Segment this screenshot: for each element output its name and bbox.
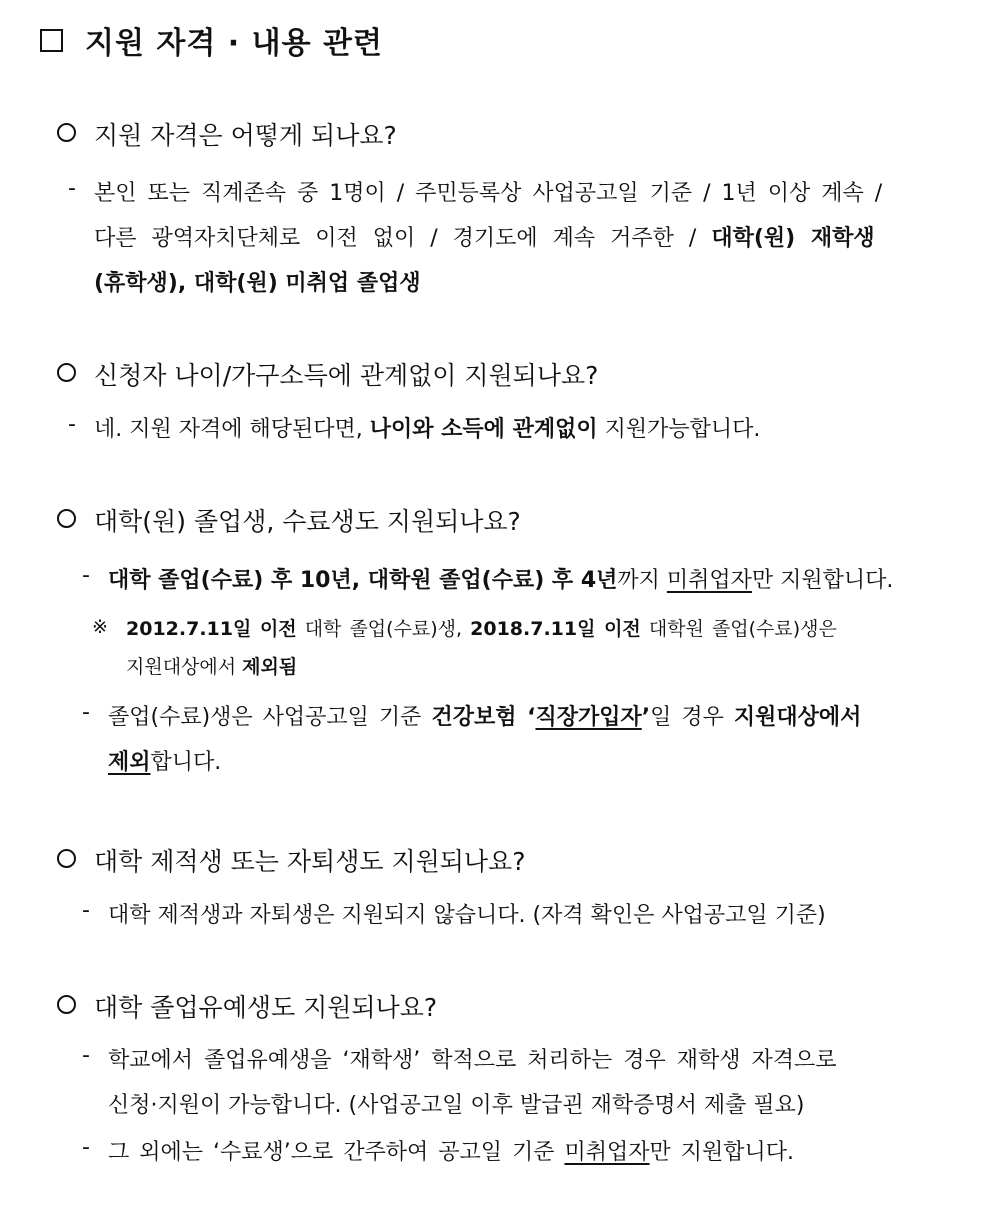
checkbox-square-icon: [40, 29, 63, 52]
dash-bullet: -: [82, 898, 90, 923]
q3-answer2-line2-underline: 제외: [108, 750, 151, 775]
q3-answer-mid: 까지: [617, 568, 667, 593]
circle-bullet-icon: [57, 849, 76, 868]
q3-answer2-underline: 직장가입자: [535, 705, 642, 730]
q5-answer-text-2: 신청·지원이 가능합니다. (사업공고일 이후 발급괸 재학증명서 제출 필요): [108, 1093, 805, 1118]
dash-bullet: -: [82, 563, 90, 588]
q1-answer-bold: 대학(원) 재학생: [711, 226, 875, 251]
question-3: [57, 502, 521, 538]
q5-answer2-post: 만 지원합니다.: [649, 1140, 794, 1165]
question-1: [57, 116, 397, 152]
q3-answer2-bold-2: ’: [641, 705, 651, 730]
section-title: [40, 18, 383, 62]
q4-answer-text: 대학 제적생과 자퇴생은 지원되지 않습니다. (자격 확인은 사업공고일 기준): [108, 903, 826, 928]
q3-answer-post: 만 지원합니다.: [751, 568, 894, 593]
question-5-text: 대학 졸업유예생도 지원되나요?: [94, 993, 438, 1022]
q1-answer-text: 본인 또는 직계존속 중 1명이 / 주민등록상 사업공고일 기준 / 1년 이상 계속 /: [94, 181, 883, 206]
q3-note-bold-1: 2012.7.11일 이전: [126, 618, 297, 640]
q3-note-bold-2: 2018.7.11일 이전: [470, 618, 641, 640]
q3-note-line2-bold: 제외됨: [242, 656, 298, 678]
q5-answer2-pre: 그 외에는 ‘수료생’으로 간주하여 공고일 기준: [108, 1140, 565, 1165]
question-1-text: 지원 자격은 어떻게 되나요?: [94, 121, 397, 150]
q3-note-line2-pre: 지원대상에서: [126, 656, 243, 678]
q3-note-text-1: 대학 졸업(수료)생,: [296, 618, 471, 640]
question-5: [57, 988, 437, 1024]
circle-bullet-icon: [57, 509, 76, 528]
section-title-text: 지원 자격 · 내용 관련: [85, 26, 384, 61]
circle-bullet-icon: [57, 363, 76, 382]
question-2: [57, 356, 598, 392]
q1-answer-line1: [94, 176, 882, 207]
q1-answer-line3: [94, 266, 421, 297]
q3-answer2-mid: 일 경우: [650, 705, 734, 730]
q2-answer-line1: [94, 412, 760, 443]
q4-answer-line1: [108, 898, 826, 929]
q1-answer-line2: [94, 221, 875, 252]
q5-answer-text-1: 학교에서 졸업유예생을 ‘재학생’ 학적으로 처리하는 경우 재학생 자격으로: [108, 1048, 837, 1073]
dash-bullet: -: [68, 412, 76, 437]
question-2-text: 신청자 나이/가구소득에 관계없이 지원되나요?: [94, 361, 599, 390]
q3-answer2-line1: [108, 700, 861, 731]
note-mark: ※: [92, 616, 108, 638]
q2-answer-post: 지원가능합니다.: [597, 417, 761, 442]
q3-answer2-line2: [108, 745, 221, 776]
q3-answer2-pre: 졸업(수료)생은 사업공고일 기준: [108, 705, 432, 730]
q3-answer2-bold-1: 건강보험 ‘: [431, 705, 536, 730]
q3-note-line1: [126, 614, 837, 641]
q3-answer-line1: [108, 563, 893, 594]
q5-answer2-line1: [108, 1135, 794, 1166]
q3-note-line2: [126, 652, 297, 679]
q2-answer-pre: 네. 지원 자격에 해당된다면,: [94, 417, 370, 442]
dash-bullet: -: [68, 176, 76, 201]
question-4-text: 대학 제적생 또는 자퇴생도 지원되나요?: [94, 847, 526, 876]
q1-answer-normal: 다른 광역자치단체로 이전 없이 / 경기도에 계속 거주한 /: [94, 226, 712, 251]
q3-answer2-bold-3: 지원대상에서: [733, 705, 862, 730]
dash-bullet: -: [82, 700, 90, 725]
dash-bullet: -: [82, 1135, 90, 1160]
circle-bullet-icon: [57, 995, 76, 1014]
q3-answer2-line2-post: 합니다.: [150, 750, 222, 775]
q5-answer-line2: [108, 1088, 804, 1119]
question-4: [57, 842, 525, 878]
dash-bullet: -: [82, 1043, 90, 1068]
q2-answer-bold: 나이와 소득에 관계없이: [369, 417, 598, 442]
q3-answer-bold: 대학 졸업(수료) 후 10년, 대학원 졸업(수료) 후 4년: [108, 568, 618, 593]
q5-answer2-underline: 미취업자: [564, 1140, 650, 1165]
q5-answer-line1: [108, 1043, 837, 1074]
circle-bullet-icon: [57, 123, 76, 142]
q1-answer-bold-2: (휴학생), 대학(원) 미취업 졸업생: [94, 271, 421, 296]
q3-answer-underline: 미취업자: [666, 568, 752, 593]
q3-note-text-2: 대학원 졸업(수료)생은: [640, 618, 837, 640]
question-3-text: 대학(원) 졸업생, 수료생도 지원되나요?: [94, 507, 521, 536]
